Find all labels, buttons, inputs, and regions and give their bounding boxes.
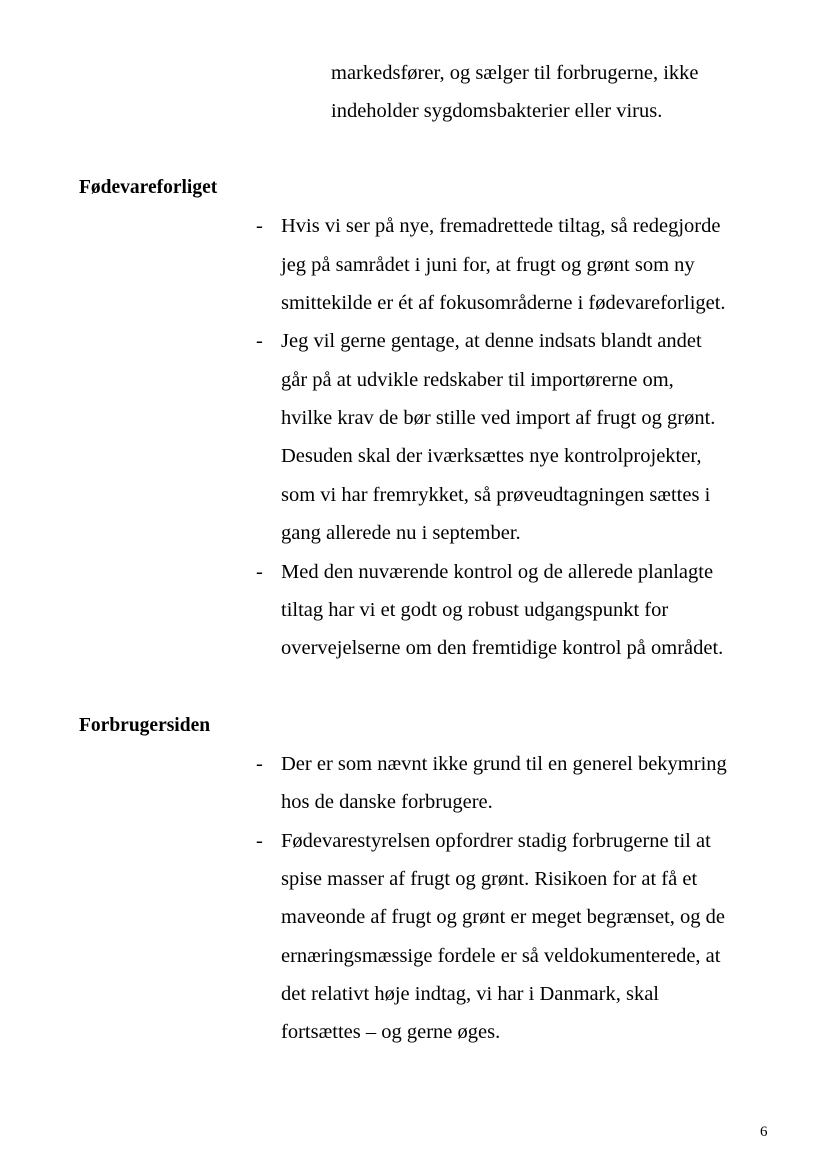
bullet-marker: -	[256, 561, 263, 583]
bullet-line: Med den nuværende kontrol og de allerede planlagte	[281, 561, 714, 583]
bullet-line: det relativt høje indtag, vi har i Danmark, skal	[281, 983, 659, 1005]
intro-line: markedsfører, og sælger til forbrugerne, ikke	[331, 62, 699, 84]
bullet-line: Desuden skal der iværksættes nye kontrolprojekter,	[281, 445, 702, 467]
section-heading: Forbrugersiden	[79, 715, 211, 736]
bullet-line: Hvis vi ser på nye, fremadrettede tiltag, så redegjorde	[281, 215, 721, 237]
bullet-line: som vi har fremrykket, så prøveudtagningen sættes i	[281, 484, 711, 506]
page-number: 6	[760, 1124, 768, 1140]
bullet-line: går på at udvikle redskaber til importørerne om,	[281, 369, 674, 391]
intro-line: indeholder sygdomsbakterier eller virus.	[331, 100, 663, 122]
bullet-line: tiltag har vi et godt og robust udgangspunkt for	[281, 599, 669, 621]
bullet-marker: -	[256, 215, 263, 237]
bullet-line: ernæringsmæssige fordele er så veldokumenterede, at	[281, 945, 721, 967]
bullet-line: Jeg vil gerne gentage, at denne indsats blandt andet	[281, 330, 702, 352]
bullet-line: smittekilde er ét af fokusområderne i fødevareforliget.	[281, 292, 726, 314]
bullet-line: maveonde af frugt og grønt er meget begrænset, og de	[281, 906, 726, 928]
bullet-line: jeg på samrådet i juni for, at frugt og grønt som ny	[281, 254, 695, 276]
bullet-line: fortsættes – og gerne øges.	[281, 1021, 501, 1043]
bullet-line: hvilke krav de bør stille ved import af frugt og grønt.	[281, 407, 716, 429]
bullet-line: Der er som nævnt ikke grund til en generel bekymring	[281, 753, 727, 775]
bullet-line: overvejelserne om den fremtidige kontrol på området.	[281, 637, 724, 659]
bullet-marker: -	[256, 330, 263, 352]
bullet-line: Fødevarestyrelsen opfordrer stadig forbrugerne til at	[281, 830, 711, 852]
bullet-line: gang allerede nu i september.	[281, 522, 521, 544]
bullet-line: spise masser af frugt og grønt. Risikoen for at få et	[281, 868, 698, 890]
bullet-line: hos de danske forbrugere.	[281, 791, 493, 813]
bullet-marker: -	[256, 830, 263, 852]
section-heading: Fødevareforliget	[79, 177, 218, 198]
bullet-marker: -	[256, 753, 263, 775]
